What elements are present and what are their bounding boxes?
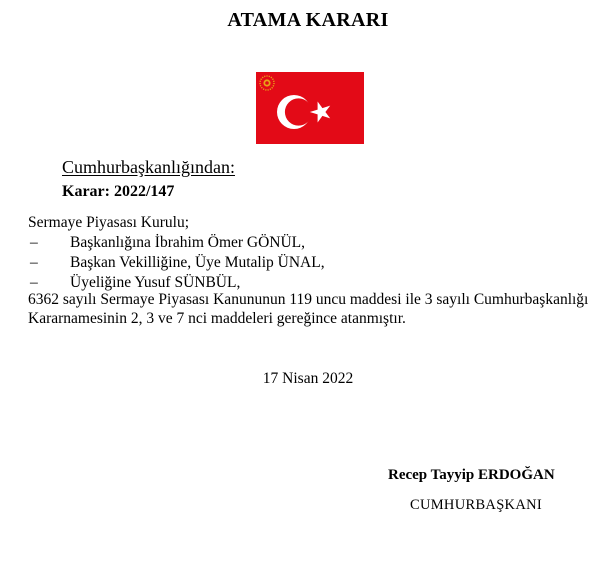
decision-number: Karar: 2022/147 [62, 183, 175, 200]
decision-date: 17 Nisan 2022 [262, 370, 354, 387]
signer-title: CUMHURBAŞKANI [410, 497, 542, 513]
appointment-item [28, 274, 240, 292]
intro-line: Sermaye Piyasası Kurulu; [28, 214, 190, 231]
appointment-text: Üyeliğine Yusuf SÜNBÜL, [70, 274, 241, 291]
dash-bullet: – [30, 274, 38, 291]
appointment-text: Başkan Vekilliğine, Üye Mutalip ÜNAL, [70, 254, 325, 271]
appointment-item [28, 254, 325, 272]
legal-basis-line-1: 6362 sayılı Sermaye Piyasası Kanununun 119 uncu maddesi ile 3 sayılı Cumhurbaşkanlığı [28, 291, 589, 308]
signer-name: Recep Tayyip ERDOĞAN [388, 467, 555, 483]
dash-bullet: – [30, 254, 38, 271]
appointment-item [28, 234, 305, 252]
dash-bullet: – [30, 234, 38, 251]
turkish-flag-icon [256, 72, 364, 144]
legal-basis-line-2: Kararnamesinin 2, 3 ve 7 nci maddeleri gereğince atanmıştır. [28, 310, 406, 327]
appointment-text: Başkanlığına İbrahim Ömer GÖNÜL, [70, 234, 306, 251]
document-title: ATAMA KARARI [227, 9, 389, 31]
issuer-heading: Cumhurbaşkanlığından: [62, 157, 235, 177]
